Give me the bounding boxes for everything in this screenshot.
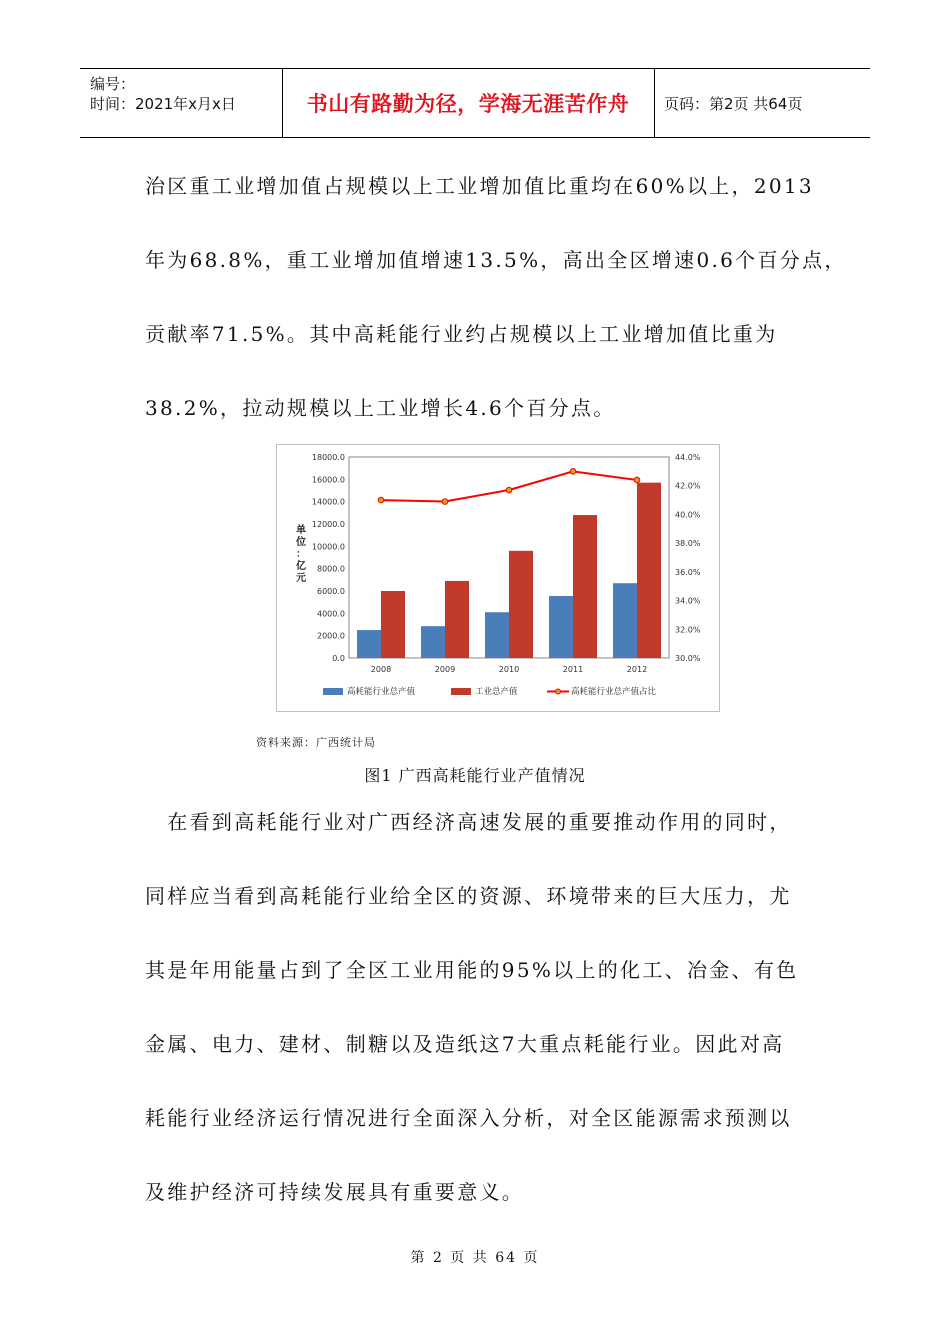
chart-figure	[276, 444, 720, 712]
header-page-info: 页码：第2页 共64页	[664, 94, 803, 113]
paragraph-line: 年为68.8%，重工业增加值增速13.5%，高出全区增速0.6个百分点，	[145, 248, 847, 272]
y-axis-label: 元	[296, 573, 306, 584]
legend-marker	[556, 689, 561, 694]
legend-swatch	[323, 688, 343, 695]
y-tick-label: 4000.0	[317, 609, 345, 619]
x-tick-label: 2010	[498, 665, 520, 674]
x-tick-label: 2008	[370, 665, 392, 674]
bar-industrial	[381, 591, 405, 658]
y-tick-label: 0.0	[332, 654, 345, 663]
bar-industrial	[637, 483, 661, 658]
legend-label: 高耗能行业总产值占比	[571, 687, 657, 697]
document-number-label: 编号：	[90, 75, 136, 93]
ratio-point	[634, 477, 640, 483]
production-value-chart	[277, 445, 719, 711]
y-tick-label: 8000.0	[317, 564, 345, 574]
y2-tick-label: 32.0%	[675, 625, 701, 635]
ratio-point	[378, 497, 384, 503]
x-tick-label: 2012	[626, 665, 648, 674]
y2-tick-label: 40.0%	[675, 510, 701, 520]
y-axis-label: 位	[296, 537, 306, 548]
legend-swatch	[451, 688, 471, 695]
y2-tick-label: 38.0%	[675, 539, 701, 549]
bar-high-energy	[485, 612, 509, 658]
x-tick-label: 2011	[562, 665, 584, 674]
header-motto: 书山有路勤为径，学海无涯苦作舟	[306, 92, 630, 116]
x-tick-label: 2009	[434, 665, 456, 674]
paragraph-line: 耗能行业经济运行情况进行全面深入分析，对全区能源需求预测以	[145, 1106, 792, 1130]
ratio-point	[506, 487, 512, 493]
paragraph-line: 金属、电力、建材、制糖以及造纸这7大重点耗能行业。因此对高	[145, 1032, 785, 1056]
ratio-point	[570, 469, 576, 475]
legend-label: 工业总产值	[475, 687, 518, 697]
bar-high-energy	[357, 630, 381, 658]
y2-tick-label: 44.0%	[675, 453, 701, 462]
y2-tick-label: 42.0%	[675, 481, 701, 491]
y2-tick-label: 34.0%	[675, 596, 701, 606]
y-tick-label: 18000.0	[311, 453, 345, 462]
y-tick-label: 6000.0	[317, 587, 345, 596]
header-meta-cell	[80, 69, 283, 137]
y-tick-label: 16000.0	[311, 475, 345, 485]
paragraph-line: 同样应当看到高耗能行业给全区的资源、环境带来的巨大压力，尤	[145, 884, 792, 908]
bar-industrial	[445, 581, 469, 658]
bar-high-energy	[549, 596, 573, 658]
bar-high-energy	[421, 626, 445, 658]
bar-industrial	[573, 515, 597, 658]
bar-high-energy	[613, 583, 637, 658]
paragraph-line: 38.2%，拉动规模以上工业增长4.6个百分点。	[145, 396, 616, 420]
paragraph-line: 治区重工业增加值占规模以上工业增加值比重均在60%以上，2013	[145, 174, 814, 198]
y-tick-label: 12000.0	[311, 520, 345, 529]
page-footer: 第 2 页 共 64 页	[410, 1250, 540, 1266]
document-header	[80, 68, 870, 138]
ratio-point	[442, 499, 448, 505]
paragraph-line: 在看到高耗能行业对广西经济高速发展的重要推动作用的同时，	[145, 810, 792, 834]
figure-source: 资料来源：广西统计局	[256, 736, 376, 749]
ratio-line	[381, 471, 637, 501]
bar-industrial	[509, 551, 533, 658]
y-axis-label: 单	[296, 525, 306, 536]
y2-tick-label: 36.0%	[675, 567, 701, 577]
y-tick-label: 14000.0	[311, 497, 345, 507]
paragraph-line: 及维护经济可持续发展具有重要意义。	[145, 1180, 525, 1204]
y-tick-label: 10000.0	[311, 542, 345, 552]
header-motto-cell	[282, 69, 655, 137]
y2-tick-label: 30.0%	[675, 654, 701, 663]
y-axis-label: ：	[296, 549, 306, 560]
y-tick-label: 2000.0	[317, 631, 345, 641]
paragraph-line: 其是年用能量占到了全区工业用能的95%以上的化工、冶金、有色	[145, 958, 799, 982]
legend-label: 高耗能行业总产值	[347, 687, 416, 697]
figure-caption: 图1 广西高耗能行业产值情况	[364, 766, 586, 785]
paragraph-line: 贡献率71.5%。其中高耗能行业约占规模以上工业增加值比重为	[145, 322, 778, 346]
y-axis-label: 亿	[296, 561, 306, 572]
document-time-label: 时间：2021年x月x日	[90, 95, 236, 113]
